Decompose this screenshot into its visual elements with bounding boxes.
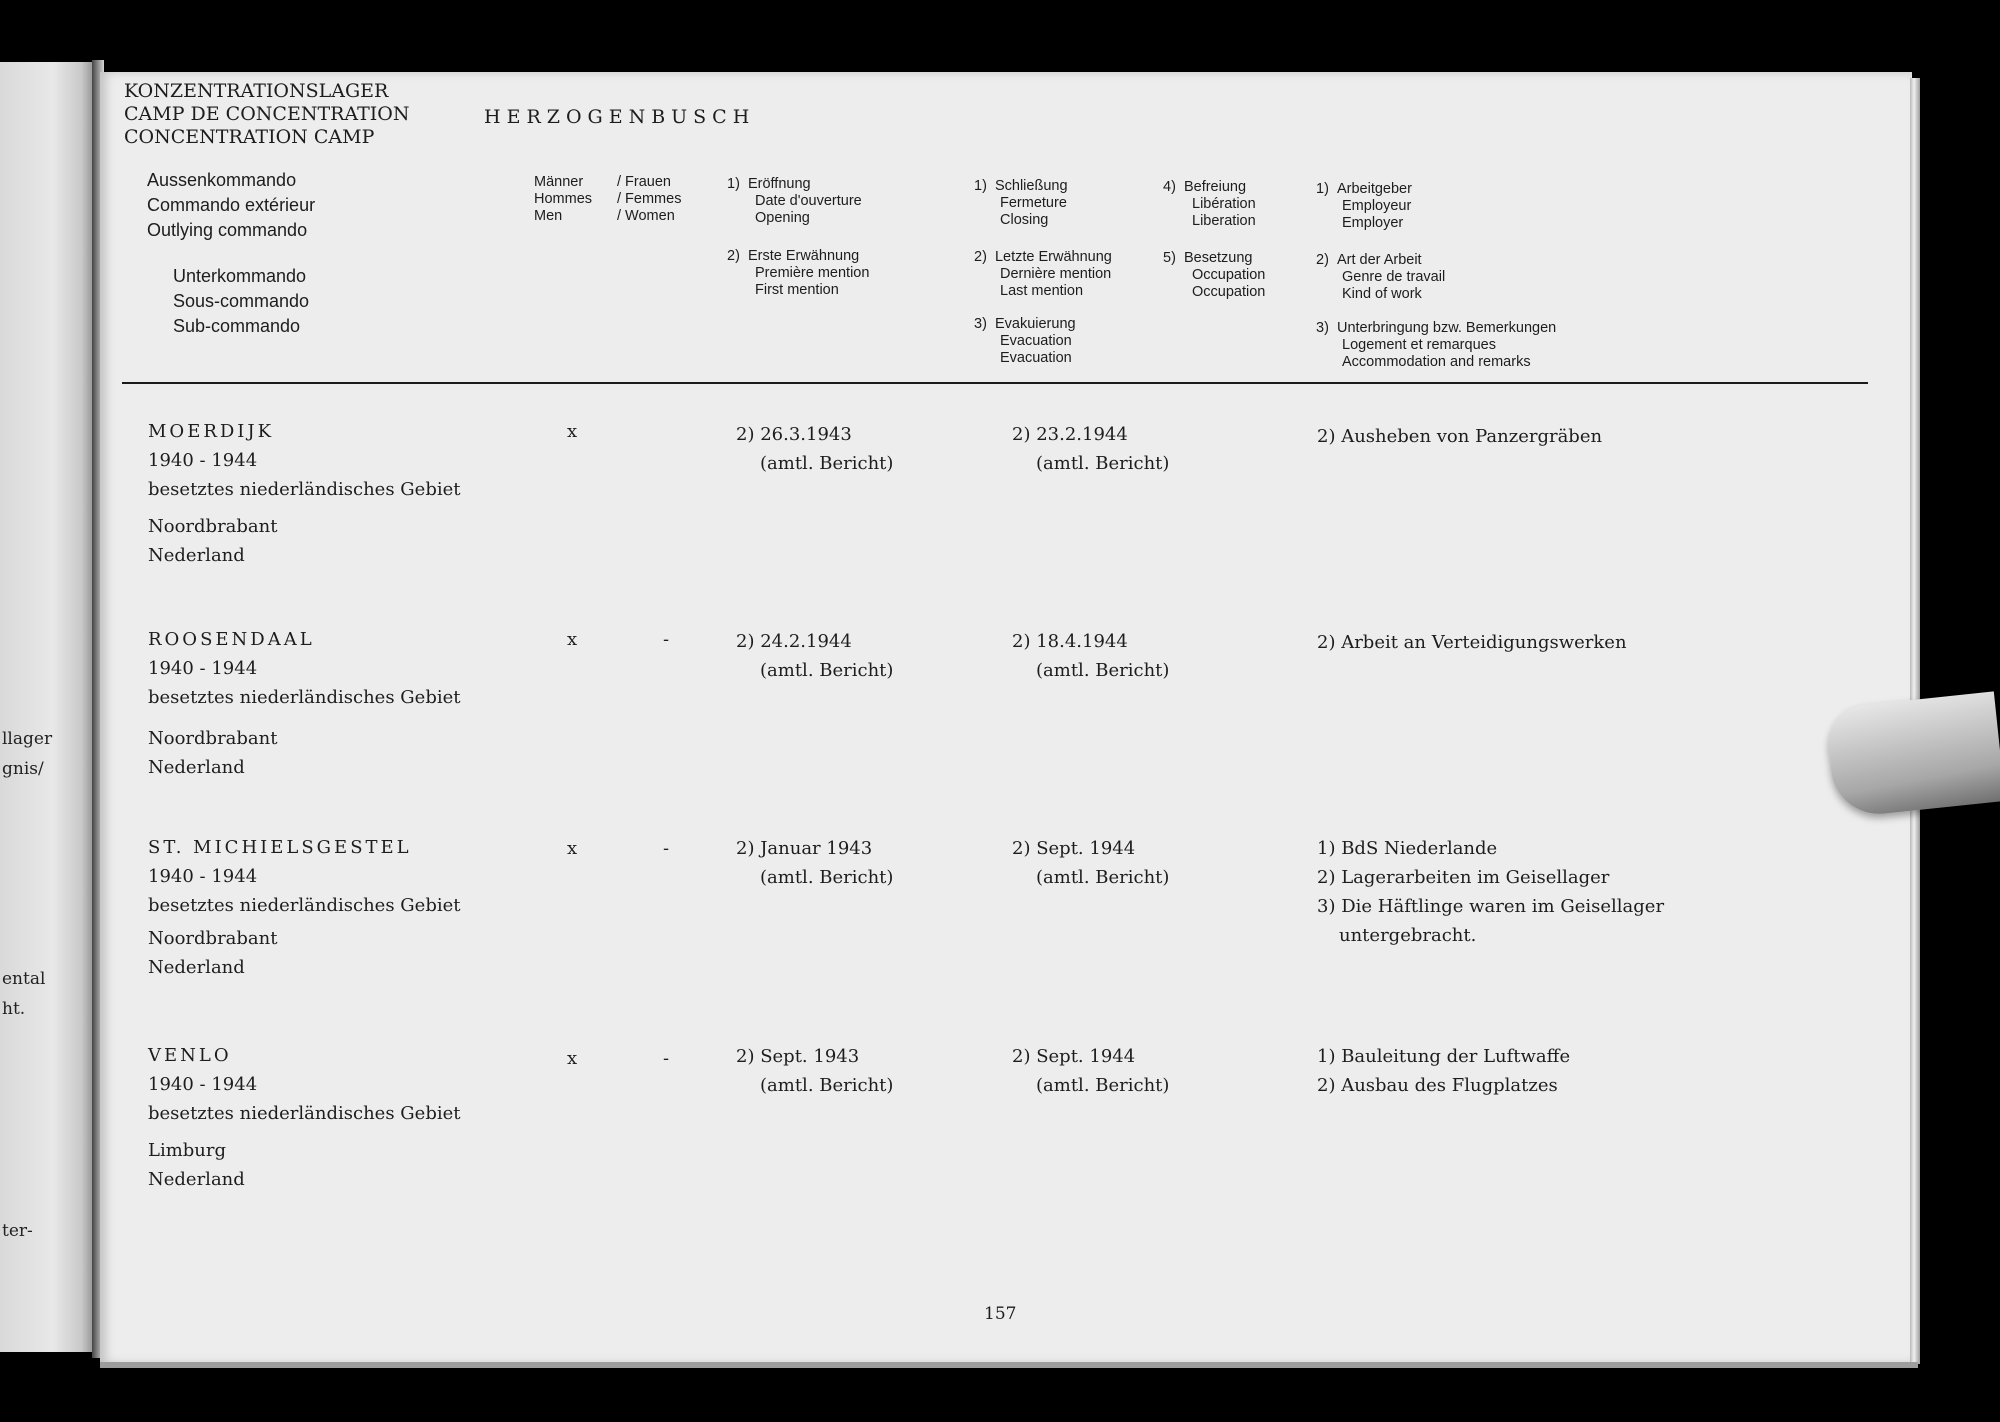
- opening-num: 1): [727, 176, 740, 192]
- evacuation-fr: Evacuation: [1000, 333, 1072, 349]
- page-number: 157: [984, 1304, 1017, 1324]
- entry-first-source: (amtl. Bericht): [760, 1075, 894, 1096]
- occupation-en: Occupation: [1192, 284, 1266, 300]
- entry-men-mark: x: [567, 1048, 578, 1069]
- camp-label-en: CONCENTRATION CAMP: [124, 126, 375, 148]
- entry-remark-line: untergebracht.: [1339, 925, 1477, 946]
- entry-last-date: 2) Sept. 1944: [1012, 838, 1136, 859]
- employer-fr: Employeur: [1342, 198, 1412, 214]
- entry-first-date: 2) Januar 1943: [736, 838, 873, 859]
- entry-first-mention: [736, 834, 893, 892]
- entry-women-mark: -: [663, 1048, 670, 1069]
- closing-de: Schließung: [994, 178, 1068, 194]
- occupation-fr: Occupation: [1192, 267, 1266, 283]
- entry-last-source: (amtl. Bericht): [1036, 1075, 1170, 1096]
- entry-country: Nederland: [148, 1169, 245, 1190]
- accommodation-de: Unterbringung bzw. Bemerkungen: [1336, 320, 1557, 336]
- entry-status: besetztes niederländisches Gebiet: [148, 687, 461, 708]
- sub-label-fr: Sous-commando: [173, 291, 310, 311]
- employer-en: Employer: [1342, 215, 1404, 231]
- left-page-fragment: gnis/: [2, 759, 44, 779]
- work-fr: Genre de travail: [1342, 269, 1446, 285]
- entry-location: [148, 625, 461, 782]
- entry-remark-line: 3) Die Häftlinge waren im Geisellager: [1317, 896, 1665, 917]
- entry-first-source: (amtl. Bericht): [760, 453, 894, 474]
- entry-status: besetztes niederländisches Gebiet: [148, 479, 461, 500]
- outlying-label-de: Aussenkommando: [147, 170, 297, 190]
- evacuation-de: Evakuierung: [994, 316, 1076, 332]
- entry-name: VENLO: [148, 1045, 232, 1066]
- entry-years: 1940 - 1944: [148, 866, 258, 887]
- entry-region: Noordbrabant: [148, 516, 278, 537]
- opening-en: Opening: [755, 210, 810, 226]
- liberation-header: [1163, 179, 1256, 230]
- entry-country: Nederland: [148, 757, 245, 778]
- entry-location: [148, 1041, 461, 1194]
- entry-last-date: 2) Sept. 1944: [1012, 1046, 1136, 1067]
- last-mention-num: 2): [974, 249, 987, 265]
- women-label-de: / Frauen: [617, 174, 671, 190]
- opening-fr: Date d'ouverture: [755, 193, 862, 209]
- entry-last-mention: [1012, 420, 1169, 478]
- liberation-de: Befreiung: [1183, 179, 1247, 195]
- entry-last-source: (amtl. Bericht): [1036, 660, 1170, 681]
- entry-men-mark: x: [567, 838, 578, 859]
- entry-women-mark: -: [663, 838, 670, 859]
- first-mention-num: 2): [727, 248, 740, 264]
- entry-status: besetztes niederländisches Gebiet: [148, 895, 461, 916]
- entry-remarks: [1317, 628, 1627, 657]
- camp-type-labels: [124, 80, 410, 149]
- last-mention-fr: Dernière mention: [1000, 266, 1112, 282]
- women-label-fr: / Femmes: [617, 191, 682, 207]
- entry-first-mention: [736, 627, 893, 685]
- entry-remark-line: 1) Bauleitung der Luftwaffe: [1317, 1046, 1571, 1067]
- employer-num: 1): [1316, 181, 1329, 197]
- entry-region: Noordbrabant: [148, 728, 278, 749]
- entry-name: MOERDIJK: [148, 421, 275, 442]
- occupation-num: 5): [1163, 250, 1176, 266]
- entry-remarks: [1317, 422, 1602, 451]
- entry-remark-line: 2) Ausbau des Flugplatzes: [1317, 1075, 1558, 1096]
- entry-first-date: 2) Sept. 1943: [736, 1046, 860, 1067]
- entry-remark-line: 2) Arbeit an Verteidigungswerken: [1317, 632, 1627, 653]
- entry-women-mark: -: [663, 629, 670, 650]
- women-label-en: / Women: [617, 208, 675, 224]
- closing-en: Closing: [1000, 212, 1049, 228]
- entry-remarks: [1317, 834, 1664, 950]
- entry-first-mention: [736, 420, 893, 478]
- entry-first-source: (amtl. Bericht): [760, 660, 894, 681]
- accommodation-num: 3): [1316, 320, 1329, 336]
- accommodation-en: Accommodation and remarks: [1342, 354, 1531, 370]
- page-clip: [1825, 691, 2000, 818]
- entry-first-mention: [736, 1042, 893, 1100]
- first-mention-header: [727, 248, 869, 299]
- outlying-label-en: Outlying commando: [147, 220, 308, 240]
- men-label-de: Männer: [534, 174, 584, 190]
- evacuation-num: 3): [974, 316, 987, 332]
- left-facing-page: [0, 62, 96, 1352]
- entry-men-mark: x: [567, 629, 578, 650]
- entry-region: Noordbrabant: [148, 928, 278, 949]
- entry-location: [148, 417, 461, 570]
- entry-last-source: (amtl. Bericht): [1036, 867, 1170, 888]
- entry-name: ST. MICHIELSGESTEL: [148, 837, 412, 858]
- entry-last-mention: [1012, 834, 1169, 892]
- sub-label-en: Sub-commando: [173, 316, 301, 336]
- entry-first-date: 2) 24.2.1944: [736, 631, 852, 652]
- liberation-en: Liberation: [1192, 213, 1256, 229]
- last-mention-header: [974, 249, 1112, 300]
- men-column-header: [534, 174, 592, 225]
- entry-country: Nederland: [148, 545, 245, 566]
- closing-num: 1): [974, 178, 987, 194]
- employer-de: Arbeitgeber: [1336, 181, 1412, 197]
- left-page-fragment: llager: [2, 729, 53, 749]
- entry-years: 1940 - 1944: [148, 450, 258, 471]
- left-page-fragment: ental: [2, 969, 46, 989]
- entry-remark-line: 1) BdS Niederlande: [1317, 838, 1498, 859]
- entry-location: [148, 833, 461, 982]
- last-mention-en: Last mention: [1000, 283, 1084, 299]
- liberation-num: 4): [1163, 179, 1176, 195]
- closing-header: [974, 178, 1068, 229]
- work-de: Art der Arbeit: [1336, 252, 1422, 268]
- accommodation-header: [1316, 320, 1556, 371]
- entry-remarks: [1317, 1042, 1570, 1100]
- women-column-header: [617, 174, 681, 225]
- entry-last-date: 2) 23.2.1944: [1012, 424, 1128, 445]
- liberation-fr: Libération: [1192, 196, 1256, 212]
- entry-country: Nederland: [148, 957, 245, 978]
- first-mention-fr: Première mention: [755, 265, 870, 281]
- entry-first-date: 2) 26.3.1943: [736, 424, 852, 445]
- entry-region: Limburg: [148, 1140, 227, 1161]
- camp-name: HERZOGENBUSCH: [484, 106, 756, 128]
- opening-de: Eröffnung: [747, 176, 811, 192]
- occupation-header: [1163, 250, 1265, 301]
- header-rule: [122, 382, 1868, 384]
- outlying-label-fr: Commando extérieur: [147, 195, 316, 215]
- men-label-fr: Hommes: [534, 191, 593, 207]
- work-num: 2): [1316, 252, 1329, 268]
- page-bottom-edge: [100, 1362, 1918, 1368]
- work-en: Kind of work: [1342, 286, 1422, 302]
- entry-remark-line: 2) Ausheben von Panzergräben: [1317, 426, 1603, 447]
- last-mention-de: Letzte Erwähnung: [994, 249, 1112, 265]
- entry-years: 1940 - 1944: [148, 1074, 258, 1095]
- entry-remark-line: 2) Lagerarbeiten im Geisellager: [1317, 867, 1610, 888]
- entry-last-mention: [1012, 627, 1169, 685]
- occupation-de: Besetzung: [1183, 250, 1253, 266]
- entry-last-date: 2) 18.4.1944: [1012, 631, 1128, 652]
- accommodation-fr: Logement et remarques: [1342, 337, 1496, 353]
- evacuation-en: Evacuation: [1000, 350, 1072, 366]
- left-page-fragment: ter-: [2, 1221, 33, 1241]
- camp-label-fr: CAMP DE CONCENTRATION: [124, 103, 410, 125]
- evacuation-header: [974, 316, 1076, 367]
- men-label-en: Men: [534, 208, 563, 224]
- left-page-fragment: ht.: [2, 999, 26, 1019]
- entry-first-source: (amtl. Bericht): [760, 867, 894, 888]
- sub-commando-labels: [173, 264, 309, 339]
- first-mention-en: First mention: [755, 282, 839, 298]
- entry-name: ROOSENDAAL: [148, 629, 315, 650]
- employer-header: [1316, 181, 1412, 232]
- sub-label-de: Unterkommando: [173, 266, 307, 286]
- entry-years: 1940 - 1944: [148, 658, 258, 679]
- camp-label-de: KONZENTRATIONSLAGER: [124, 80, 389, 102]
- first-mention-de: Erste Erwähnung: [747, 248, 860, 264]
- opening-header: [727, 176, 862, 227]
- entry-status: besetztes niederländisches Gebiet: [148, 1103, 461, 1124]
- entry-last-mention: [1012, 1042, 1169, 1100]
- outlying-commando-labels: [147, 168, 315, 243]
- entry-last-source: (amtl. Bericht): [1036, 453, 1170, 474]
- entry-men-mark: x: [567, 421, 578, 442]
- work-header: [1316, 252, 1445, 303]
- closing-fr: Fermeture: [1000, 195, 1067, 211]
